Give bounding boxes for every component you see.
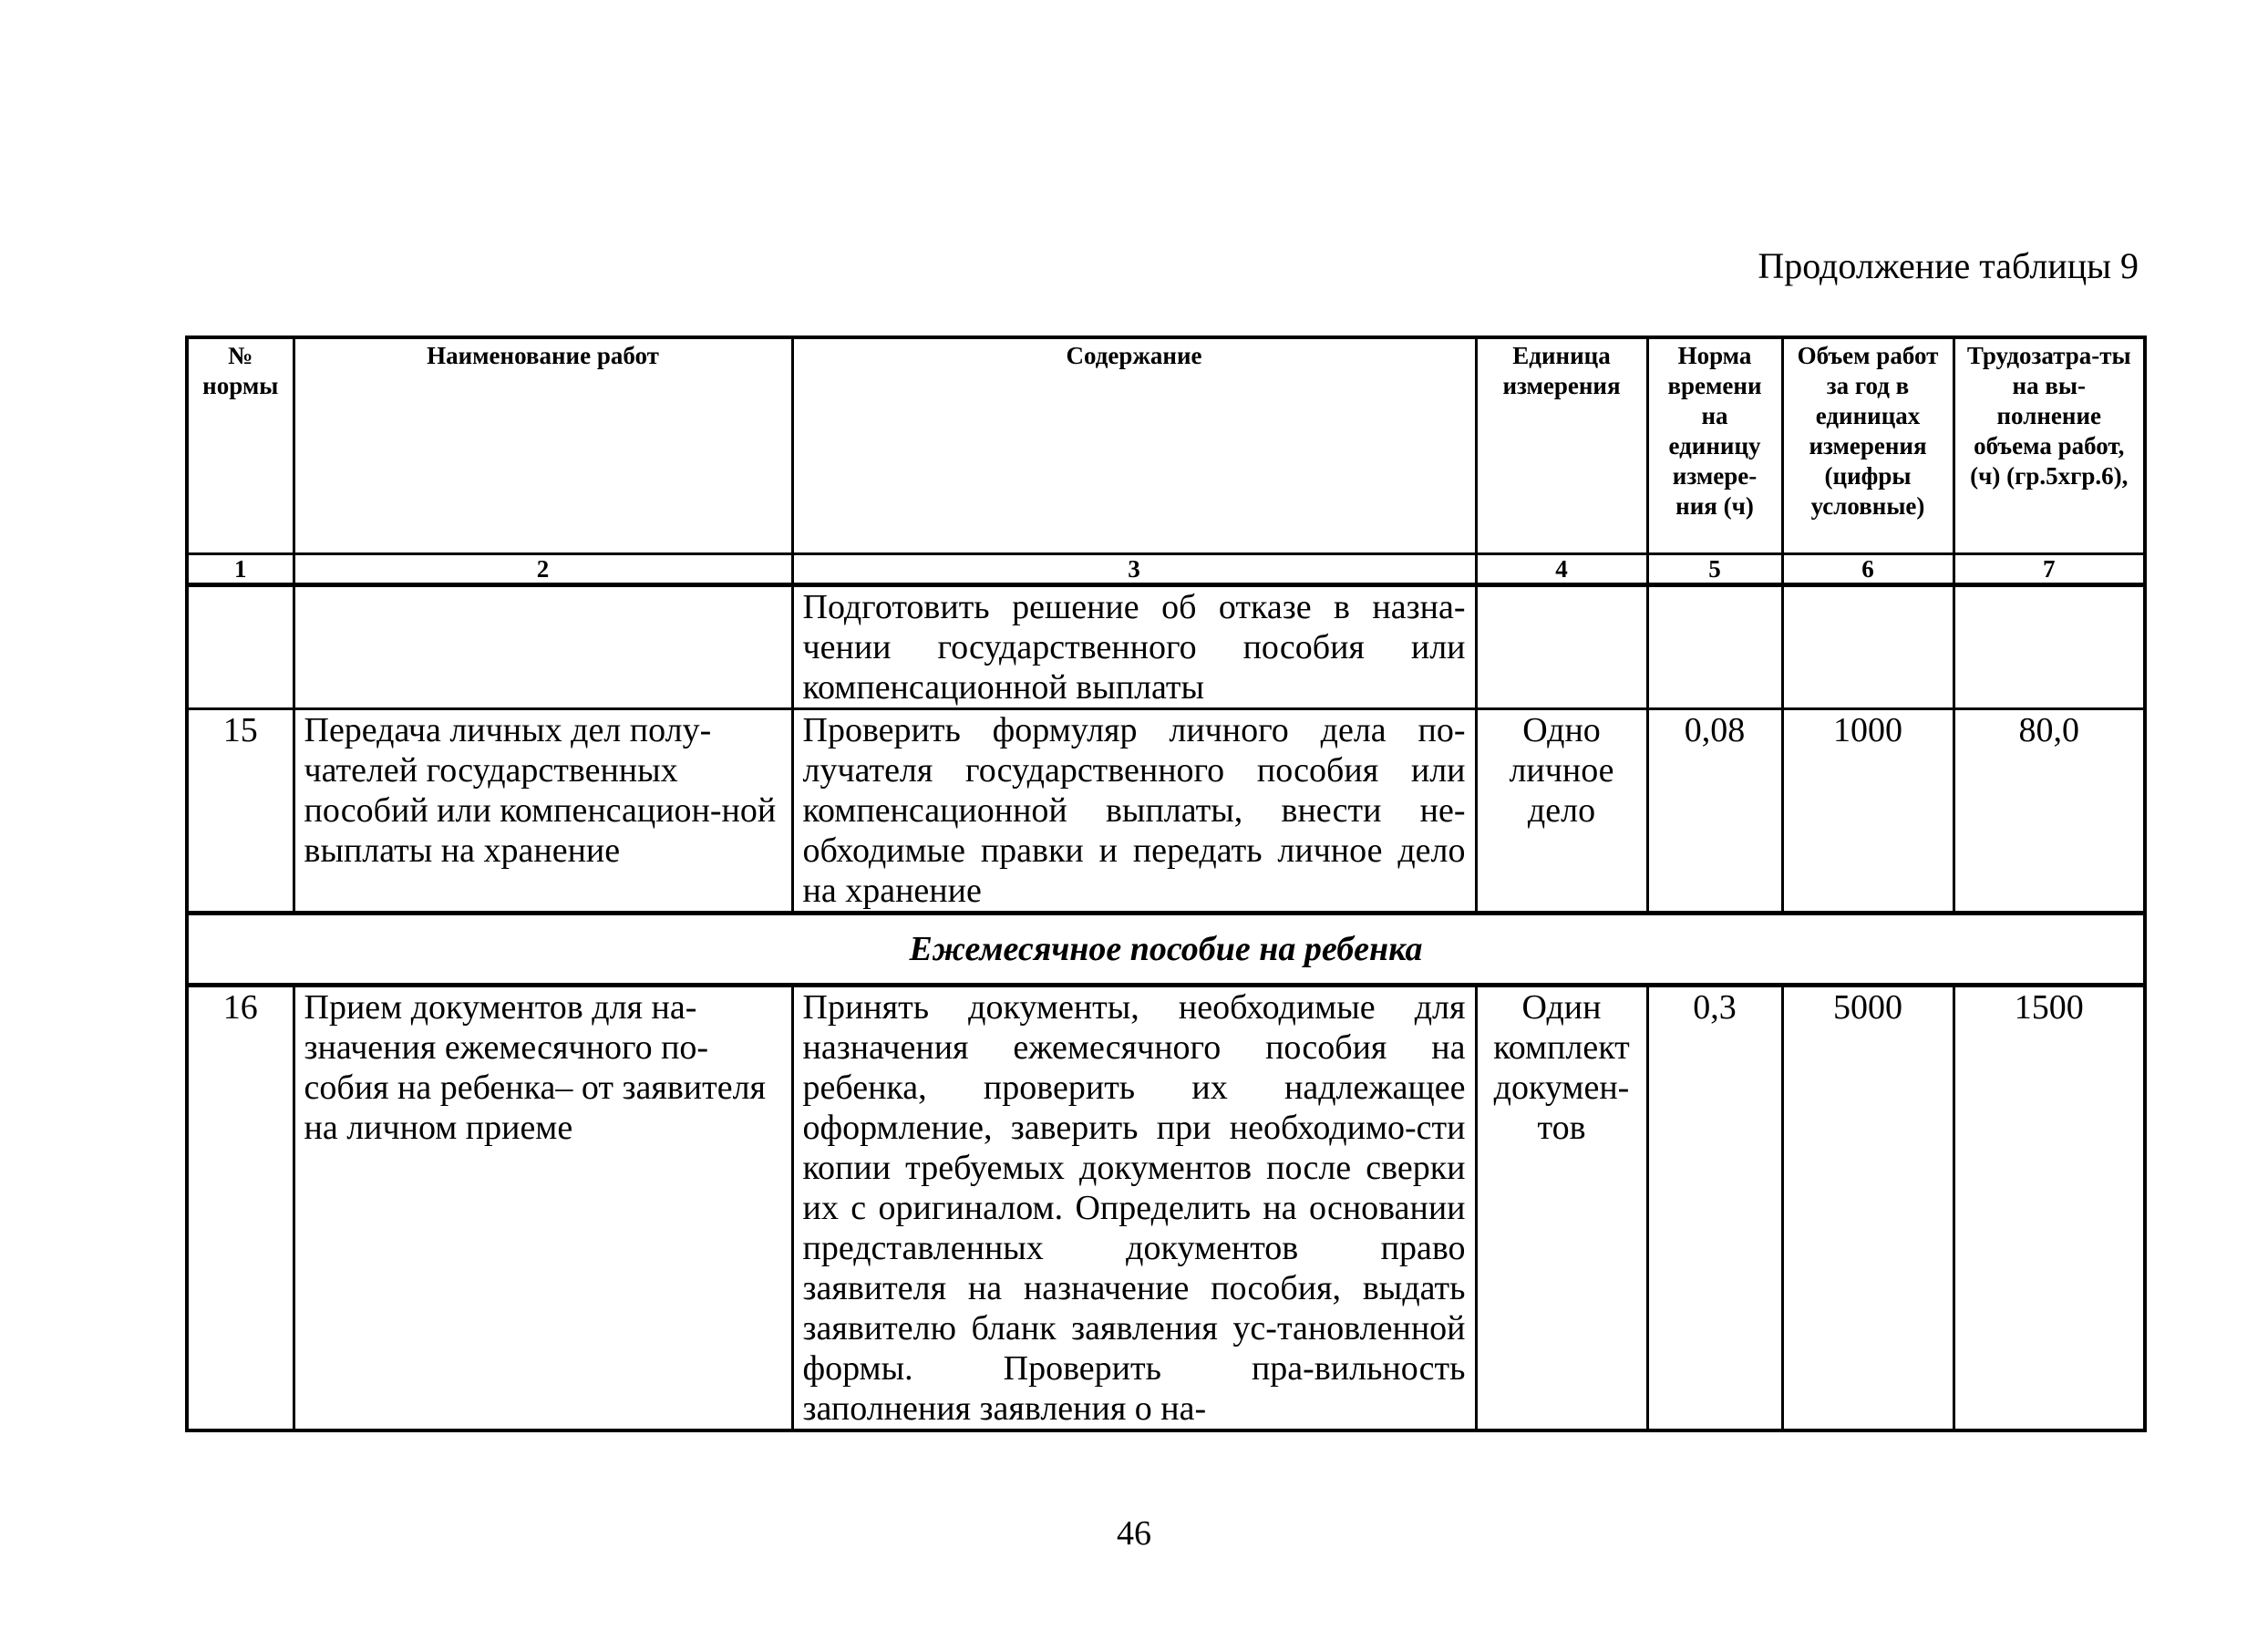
table-row: [187, 709, 2145, 914]
column-number-row: [187, 554, 2145, 585]
labor-cost-cell: 1500: [1954, 986, 2145, 1431]
content-cell: Проверить формуляр личного дела по-лучателя государственного пособия или компенсационной выплаты, внести не-обходимые правки и передать личное дело на хранение: [792, 709, 1476, 914]
annual-volume-cell: 5000: [1782, 986, 1954, 1431]
column-number: 2: [294, 554, 792, 585]
table-row: [187, 986, 2145, 1431]
table-continuation-label: Продолжение таблицы 9: [1758, 245, 2139, 286]
time-norm-cell: 0,08: [1647, 709, 1782, 914]
norm-number-cell: 15: [187, 709, 294, 914]
column-number: 3: [792, 554, 1476, 585]
page-number: 46: [1117, 1514, 1151, 1553]
norm-number-cell: 16: [187, 986, 294, 1431]
unit-cell: Один комплект докумен-тов: [1476, 986, 1647, 1431]
table-row: [187, 585, 2145, 709]
header-annual-volume: Объем работ за год в единицах измерения (цифры условные): [1782, 337, 1954, 554]
time-norm-cell: 0,3: [1647, 986, 1782, 1431]
section-row: [187, 914, 2145, 986]
work-name-cell: [294, 585, 792, 709]
annual-volume-cell: [1782, 585, 1954, 709]
labor-norms-table: [185, 336, 2147, 1432]
header-content: Содержание: [792, 337, 1476, 554]
section-title: Ежемесячное пособие на ребенка: [187, 914, 2145, 986]
content-cell: Принять документы, необходимые для назначения ежемесячного пособия на ребенка, проверить их надлежащее оформление, заверить при необходимо-сти копии требуемых документов после сверки их с оригиналом. Определить на основании представленных документов право заявителя на назначение пособия, выдать заявителю бланк заявления ус-тановленной формы. Проверить пра-вильность заполнения заявления о на-: [792, 986, 1476, 1431]
work-name-cell: Передача личных дел полу-чателей государственных пособий или компенсацион-ной выплаты на хранение: [294, 709, 792, 914]
unit-cell: [1476, 585, 1647, 709]
norm-number-cell: [187, 585, 294, 709]
header-time-norm: Норма времени на единицу измере-ния (ч): [1647, 337, 1782, 554]
time-norm-cell: [1647, 585, 1782, 709]
table-header-row: [187, 337, 2145, 554]
header-norm-number: № нормы: [187, 337, 294, 554]
unit-cell: Одно личное дело: [1476, 709, 1647, 914]
column-number: 1: [187, 554, 294, 585]
labor-cost-cell: 80,0: [1954, 709, 2145, 914]
header-work-name: Наименование работ: [294, 337, 792, 554]
column-number: 4: [1476, 554, 1647, 585]
header-unit: Единица измерения: [1476, 337, 1647, 554]
header-labor-cost: Трудозатра-ты на вы-полнение объема работ, (ч) (гр.5хгр.6),: [1954, 337, 2145, 554]
column-number: 5: [1647, 554, 1782, 585]
column-number: 6: [1782, 554, 1954, 585]
annual-volume-cell: 1000: [1782, 709, 1954, 914]
work-name-cell: Прием документов для на-значения ежемесячного по-собия на ребенка– от заявителя на личном приеме: [294, 986, 792, 1431]
column-number: 7: [1954, 554, 2145, 585]
content-cell: Подготовить решение об отказе в назна-чении государственного пособия или компенсационной выплаты: [792, 585, 1476, 709]
labor-cost-cell: [1954, 585, 2145, 709]
